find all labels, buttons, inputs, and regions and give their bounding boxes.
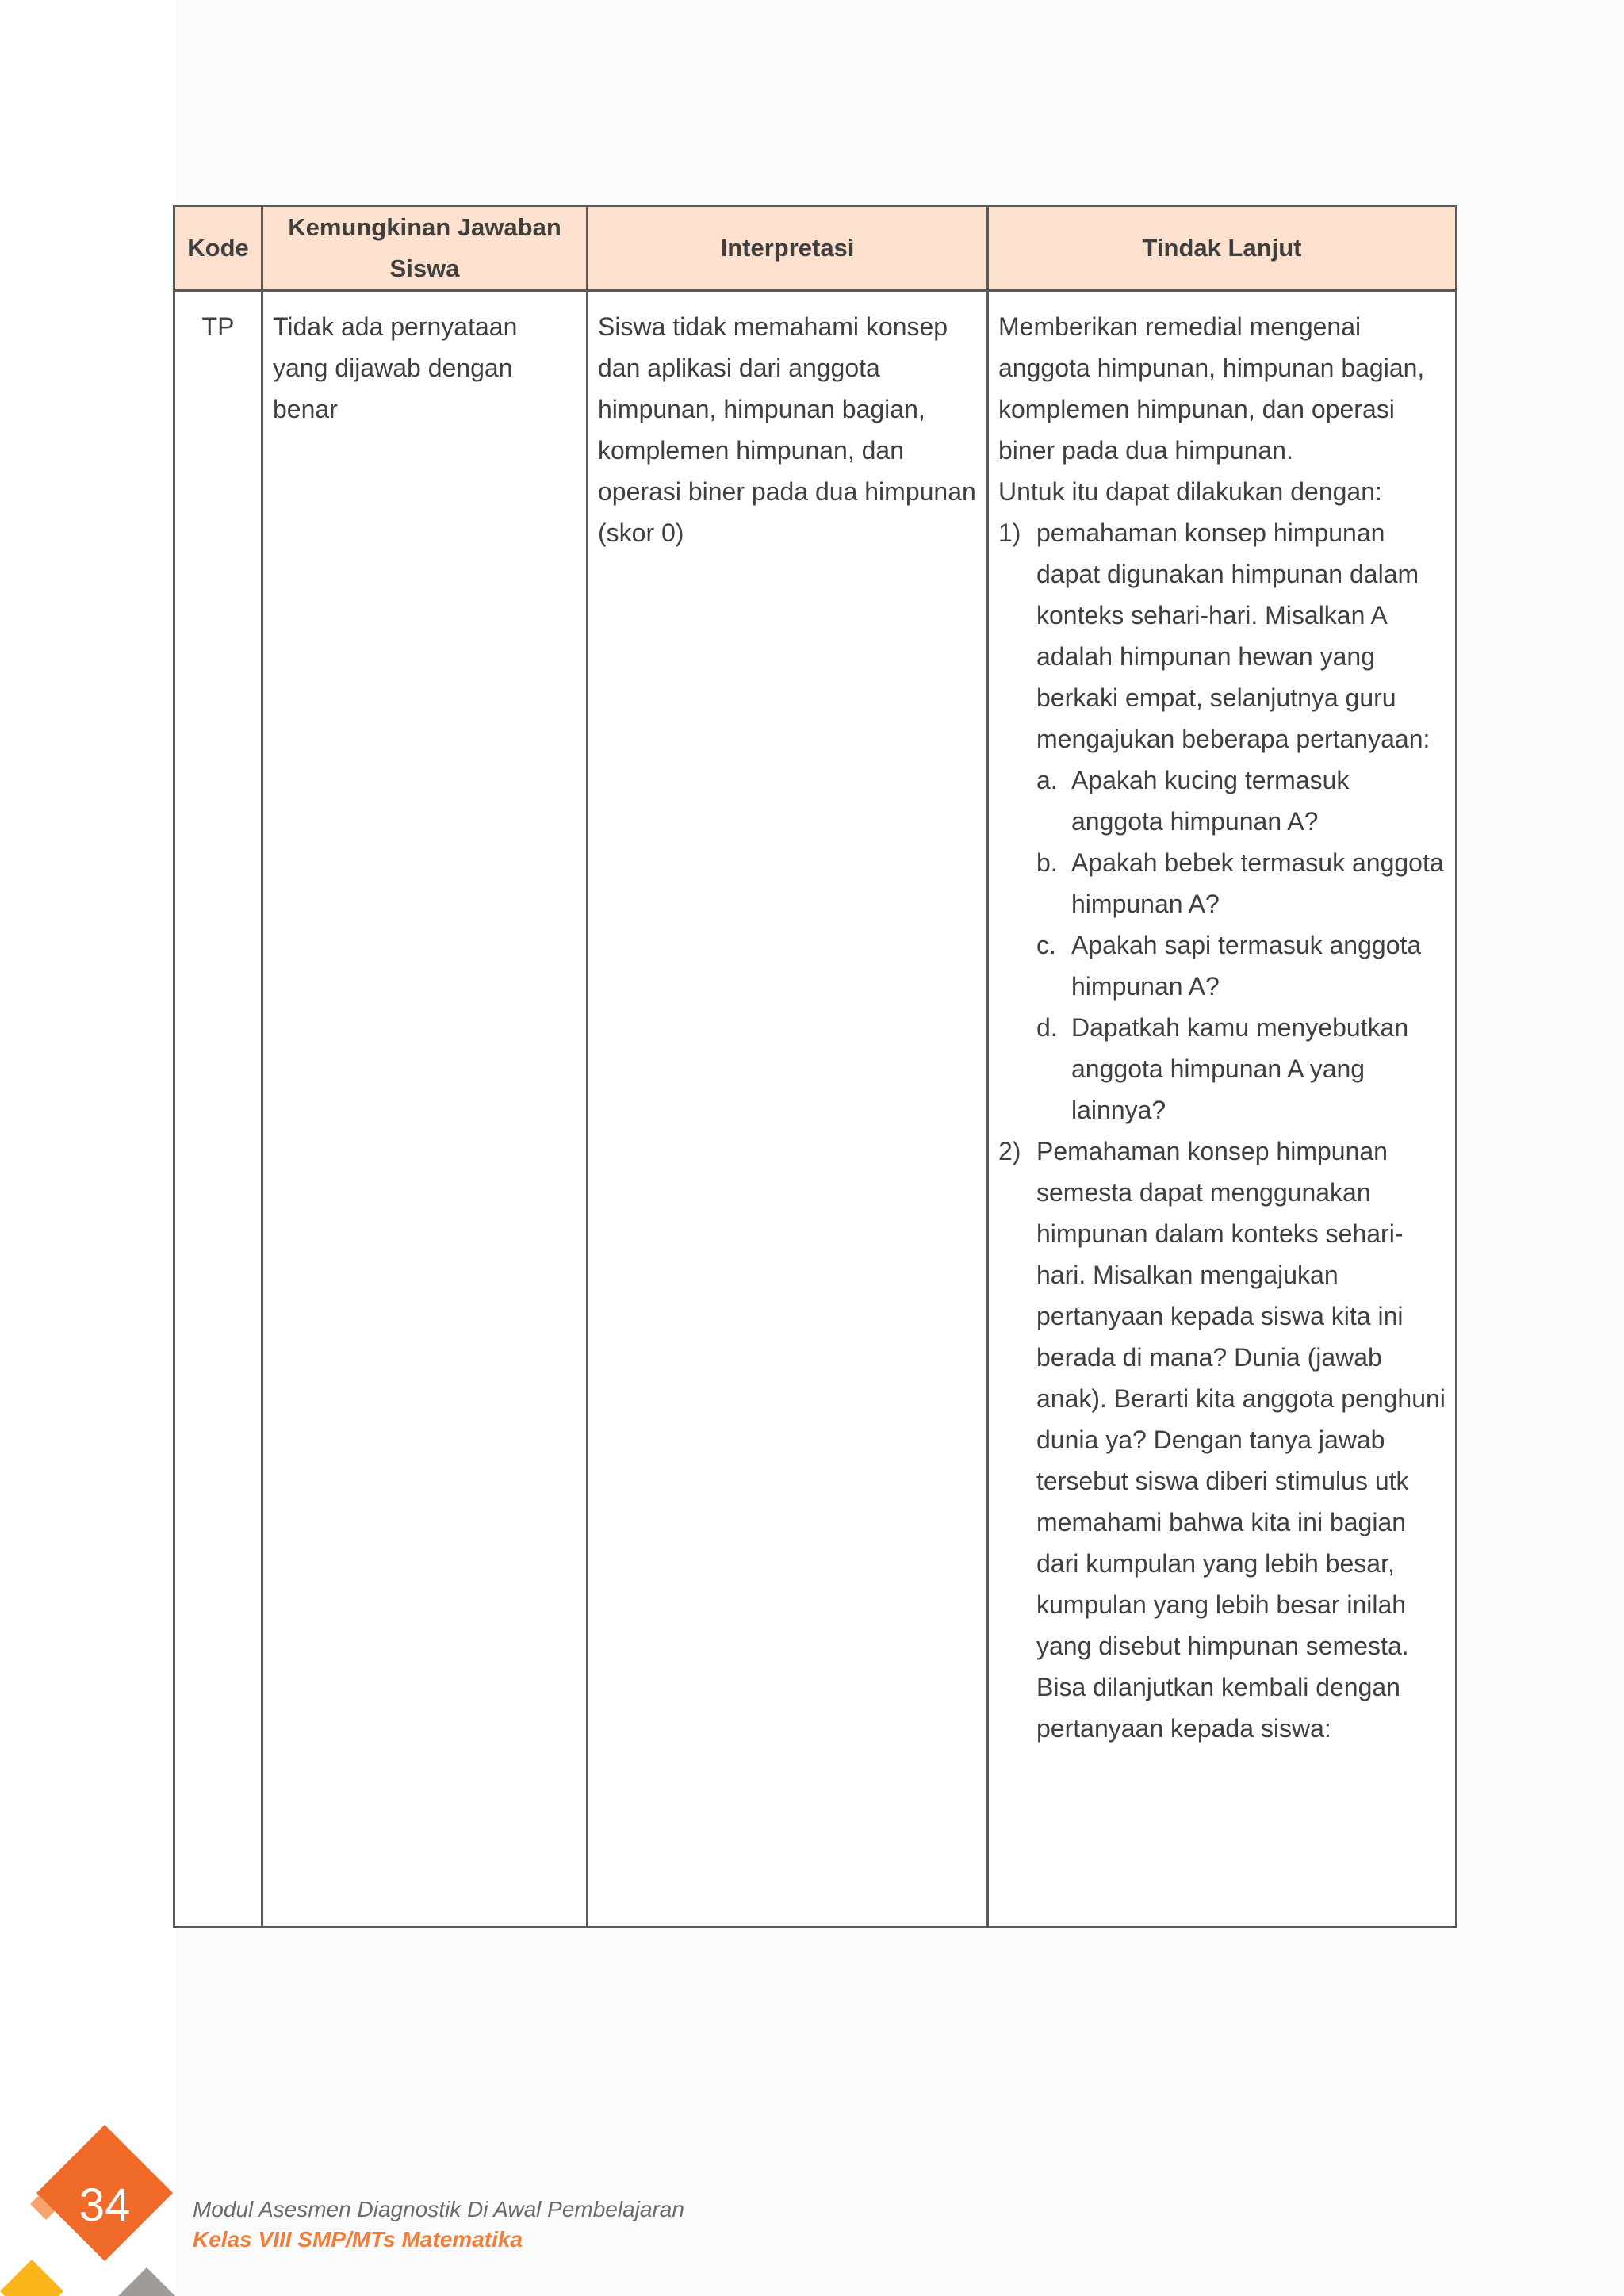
table-header-row [174,206,1457,291]
sub-list-text: Apakah kucing termasuk anggota himpunan A? [1071,766,1350,836]
sub-list-item [1036,1007,1446,1131]
sub-list-marker: b. [1036,848,1058,877]
sub-list-marker: a. [1036,766,1058,794]
header-jawaban: Kemungkinan Jawaban Siswa [262,206,588,291]
sub-list-text: Dapatkah kamu menyebutkan anggota himpunan A yang lainnya? [1071,1013,1409,1124]
tindak-lanjut-intro2: Untuk itu dapat dilakukan dengan: [998,477,1382,506]
cell-tindak-lanjut [988,291,1457,1927]
list-item [998,512,1446,1131]
table-row [174,291,1457,1927]
sub-list-item [1036,842,1446,924]
cell-jawaban: Tidak ada pernyataan yang dijawab dengan benar [262,291,588,1927]
list-item-text-continued: Bisa dilanjutkan kembali dengan pertanyaan kepada siswa: [1036,1673,1400,1743]
sub-list-text: Apakah bebek termasuk anggota himpunan A? [1071,848,1444,918]
remedial-table [173,205,1457,1928]
grey-diamond-shape [103,2267,190,2296]
footer-class-subject: Kelas VIII SMP/MTs Matematika [193,2227,523,2252]
sub-list-item [1036,924,1446,1007]
list-marker: 1) [998,519,1021,547]
sub-list-item [1036,760,1446,842]
tindak-lanjut-intro: Memberikan remedial mengenai anggota himpunan, himpunan bagian, komplemen himpunan, dan operasi biner pada dua himpunan. [998,312,1425,465]
list-item-text: Pemahaman konsep himpunan semesta dapat menggunakan himpunan dalam konteks sehari-hari. Misalkan mengajukan pertanyaan kepada siswa kita ini berada di mana? Dunia (jawab anak). Berarti kita anggota penghuni dunia ya? Dengan tanya jawab tersebut siswa diberi stimulus utk memahami bahwa kita ini bagian dari kumpulan yang lebih besar, kumpulan yang lebih besar inilah yang disebut himpunan semesta. [1036,1137,1446,1660]
header-tindak-lanjut: Tindak Lanjut [988,206,1457,291]
tindak-lanjut-list [998,512,1446,1749]
page-number: 34 [79,2179,131,2231]
sub-list-marker: c. [1036,931,1056,959]
list-item [998,1131,1446,1749]
footer-module-title: Modul Asesmen Diagnostik Di Awal Pembelajaran [193,2197,684,2221]
sub-list [1036,760,1446,1131]
list-marker: 2) [998,1137,1021,1165]
header-kode: Kode [174,206,262,291]
yellow-diamond-shape [0,2260,63,2296]
cell-interpretasi: Siswa tidak memahami konsep dan aplikasi dari anggota himpunan, himpunan bagian, komplemen himpunan, dan operasi biner pada dua himpunan (skor 0) [588,291,988,1927]
cell-kode: TP [174,291,262,1927]
header-interpretasi: Interpretasi [588,206,988,291]
list-item-text: pemahaman konsep himpunan dapat digunakan himpunan dalam konteks sehari-hari. Misalkan A adalah himpunan hewan yang berkaki empat, selanjutnya guru mengajukan beberapa pertanyaan: [1036,519,1431,753]
sub-list-marker: d. [1036,1013,1058,1042]
sub-list-text: Apakah sapi termasuk anggota himpunan A? [1071,931,1422,1001]
